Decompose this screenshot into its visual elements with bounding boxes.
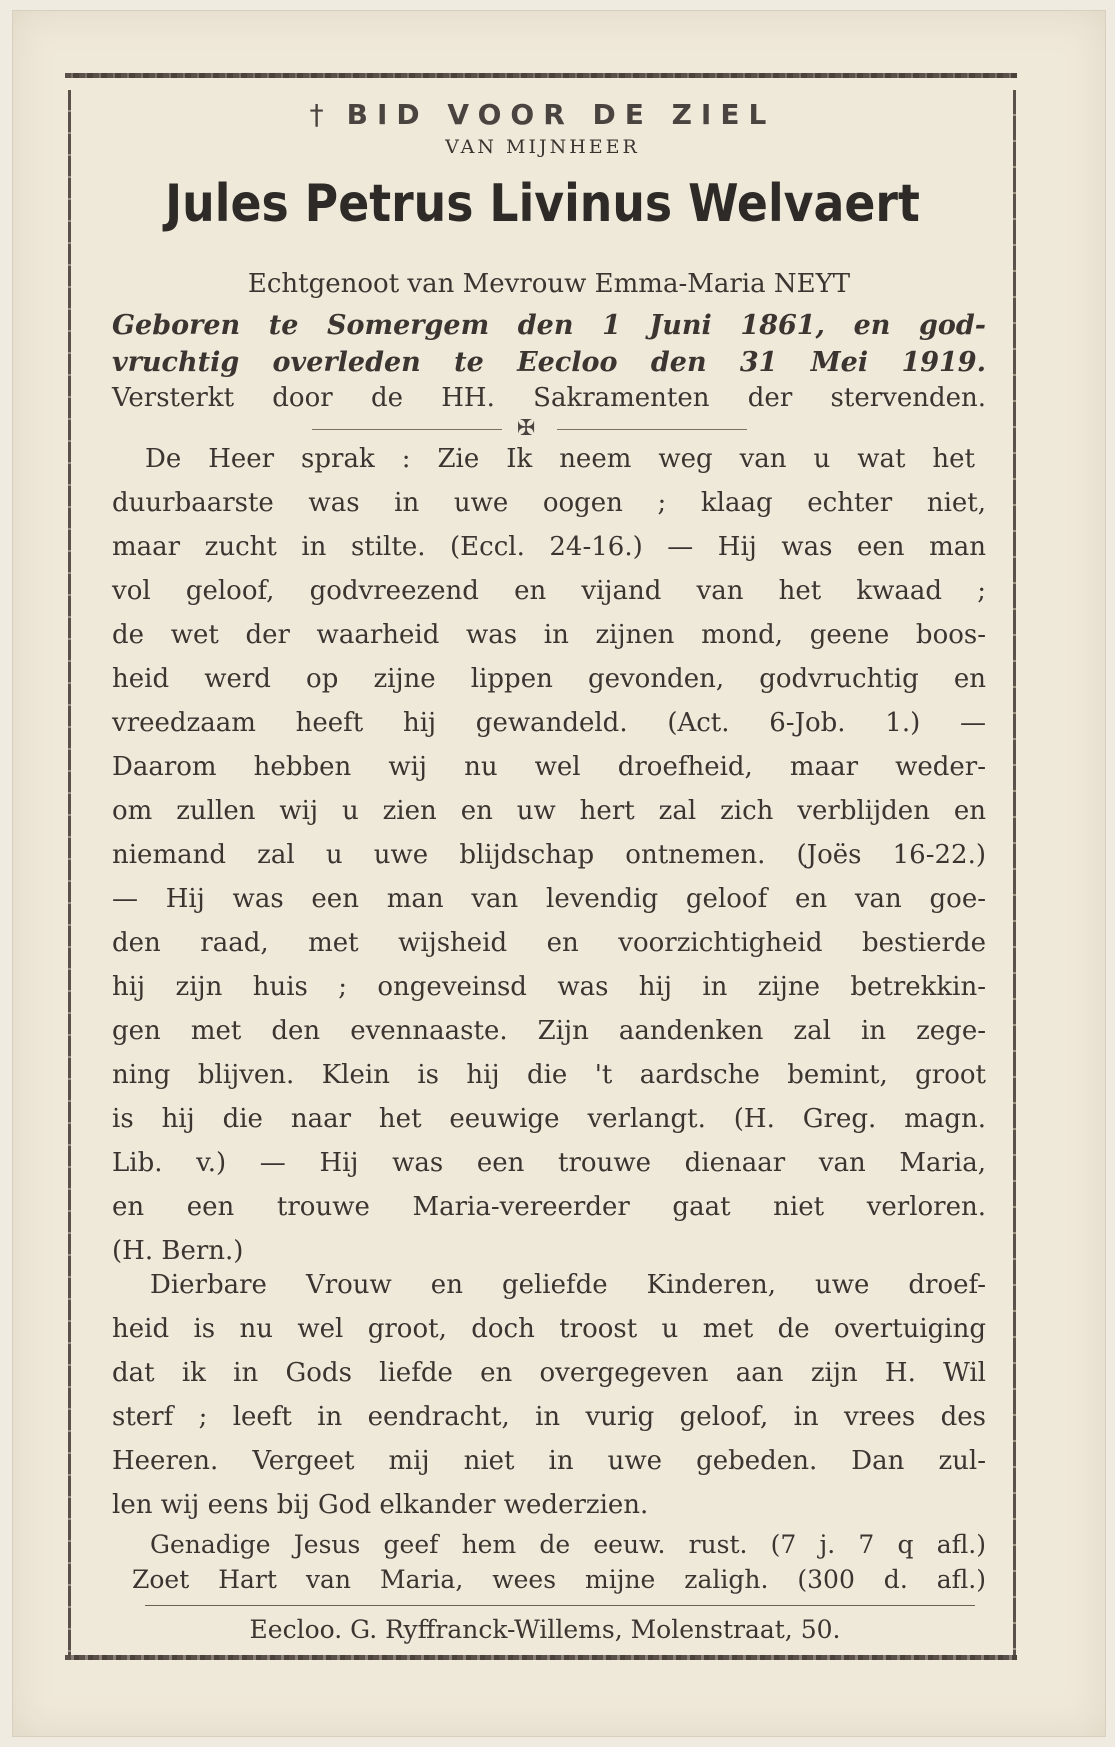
deceased-name: Jules Petrus Livinus Welvaert: [165, 174, 920, 234]
body-line: heid is nu wel groot, doch troost u met de overtuiging: [112, 1314, 986, 1344]
body-line: Lib. v.) — Hij was een trouwe dienaar van Maria,: [112, 1148, 986, 1178]
top-border-rule: [65, 73, 1017, 78]
body-line: om zullen wij u zien en uw hert zal zich verblijden en: [112, 796, 986, 826]
body-line: is hij die naar het eeuwige verlangt. (H. Greg. magn.: [112, 1104, 986, 1134]
body-line: vreedzaam heeft hij gewandeld. (Act. 6-Job. 1.) —: [112, 708, 986, 738]
body-line: en een trouwe Maria-vereerder gaat niet verloren.: [112, 1192, 986, 1222]
body-line: maar zucht in stilte. (Eccl. 24-16.) — Hij was een man: [112, 532, 986, 562]
card-header: [80, 98, 1005, 240]
body-line: len wij eens bij God elkander wederzien.: [112, 1490, 649, 1520]
right-border-rule: [1013, 90, 1016, 1655]
body-line: gen met den evennaaste. Zijn aandenken zal in zege-: [112, 1016, 986, 1046]
prayer-heading: [80, 98, 1005, 132]
left-border-rule: [68, 90, 71, 1655]
prayer-indulgence-2: Zoet Hart van Maria, wees mijne zaligh. (300 d. afl.): [132, 1565, 986, 1594]
birth-line-2: vruchtig overleden te Eecloo den 31 Mei 1919.: [112, 347, 986, 378]
body-line: De Heer sprak : Zie Ik neem weg van u wat het: [145, 444, 975, 474]
body-line: vol geloof, godvreezend en vijand van het kwaad ;: [112, 576, 986, 606]
body-line: heid werd op zijne lippen gevonden, godvruchtig en: [112, 664, 986, 694]
footer-separator: [145, 1605, 975, 1606]
body-line: — Hij was een man van levendig geloof en van goe-: [112, 884, 986, 914]
heading-text: BID VOOR DE ZIEL: [346, 98, 776, 131]
body-line: sterf ; leeft in eendracht, in vurig geloof, in vrees des: [112, 1402, 986, 1432]
body-line: hij zijn huis ; ongeveinsd was hij in zijne betrekkin-: [112, 972, 986, 1002]
body-line: den raad, met wijsheid en voorzichtigheid bestierde: [112, 928, 986, 958]
subtitle: VAN MIJNHEER: [445, 136, 640, 158]
printer-imprint: Eecloo. G. Ryffranck-Willems, Molenstraat, 50.: [249, 1615, 841, 1644]
spouse-line: Echtgenoot van Mevrouw Emma-Maria NEYT: [247, 269, 851, 299]
body-line: dat ik in Gods liefde en overgegeven aan zijn H. Wil: [112, 1358, 986, 1388]
body-line: (H. Bern.): [112, 1236, 244, 1266]
birth-line-1: Geboren te Somergem den 1 Juni 1861, en god-: [112, 310, 986, 341]
body-line: ning blijven. Klein is hij die 't aardsche bemint, groot: [112, 1060, 986, 1090]
sacraments-line: Versterkt door de HH. Sakramenten der stervenden.: [112, 383, 986, 413]
divider-line-right: [557, 429, 747, 430]
body-line: Heeren. Vergeet mij niet in uwe gebeden. Dan zul-: [112, 1446, 986, 1476]
bottom-border-rule: [65, 1655, 1017, 1660]
cross-ornament-icon: ✠: [517, 416, 536, 441]
body-line: Dierbare Vrouw en geliefde Kinderen, uwe droef-: [150, 1270, 986, 1300]
divider-line-left: [312, 429, 502, 430]
cross-icon: †: [309, 98, 333, 131]
prayer-indulgence-1: Genadige Jesus geef hem de eeuw. rust. (7 j. 7 q afl.): [150, 1530, 986, 1559]
body-line: de wet der waarheid was in zijnen mond, geene boos-: [112, 620, 986, 650]
body-line: Daarom hebben wij nu wel droefheid, maar weder-: [112, 752, 986, 782]
body-line: duurbaarste was in uwe oogen ; klaag echter niet,: [112, 488, 986, 518]
body-line: niemand zal u uwe blijdschap ontnemen. (Joës 16-22.): [112, 840, 986, 870]
